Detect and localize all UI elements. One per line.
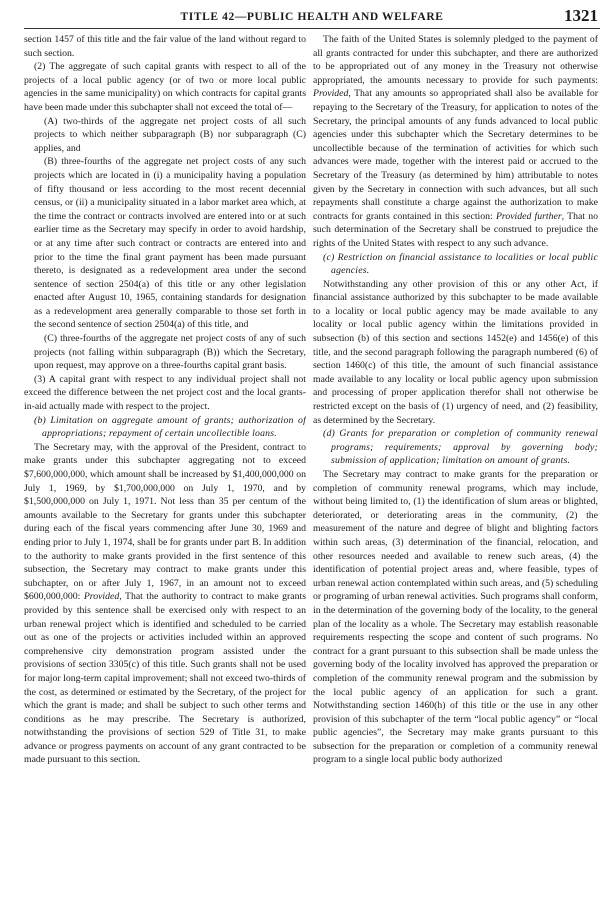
text-run-italic: Provided further: [495, 210, 562, 222]
paragraph: (3) A capital grant with respect to any individual project shall not exceed the difference between the net project cost and the local grants-in-aid actually made with respect to the project.: [24, 373, 306, 413]
text-run-italic: Provided: [313, 88, 349, 100]
paragraph: [313, 33, 598, 251]
section-heading-d: (d) Grants for preparation or completion of community renewal programs; requirements; approval by governing body; submission of application; limitation on amount of grants.: [323, 428, 598, 467]
right-column: [313, 33, 598, 917]
section-heading-c: (c) Restriction on financial assistance to localities or local public agencies.: [323, 251, 598, 277]
left-column: [24, 33, 306, 917]
page-header: [24, 4, 600, 29]
section-heading-b: (b) Limitation on aggregate amount of grants; authorization of appropriations; repayment of certain uncollectible loans.: [34, 414, 306, 440]
text-run-italic: Provided: [83, 591, 120, 603]
paragraph: Notwithstanding any other provision of this or any other Act, if financial assistance authorized by this subchapter to be made available to a locality or local public agency may be made available to any locality or local public agency within the limitations provided in subsection (b) of this section and sections 1452(e) and 1456(e) of this title, and the second paragraph following the paragraph numbered (6) of section 1460(c) of this title, the amount of such financial assistance made available to any locality or local public agency upon submission and processing of proper application therefor shall not otherwise be restricted except on the basis of (1) urgency of need, and (2) feasibility, as determined by the Secretary.: [313, 278, 598, 426]
text-run: , That any amounts so appropriated shall also be available for repaying to the Secretary of the Treasury, for application to notes of the Secretary, the principal amounts of any funds advanced to local public agencies under this subchapter which the Secretary determines to be uncollectible because of the termination of activities for which such advances were made, together with the interest paid or accrued to the Secretary of the Treasury (as determined by him) attributable to notes given by the Secretary in connection with such advances, but all such repayments shall constitute a charge against the authorization to make contracts for grants contained in this section:: [313, 88, 598, 222]
text-run: The Secretary may, with the approval of the President, contract to make grants under this subchapter aggregating not to exceed $7,600,000,000, which amount shall be increased by $1,400,000,000 on July 1, 1969, by $1,700,000,000 on July 1, 1970, and by $1,500,000,000 on July 1, 1971. Not less than 35 per centum of the amounts available to the Secretary for grants under this subchapter during each of the fiscal years commencing after June 30, 1969 and ending prior to July 1, 1974, shall be for grants under part B. In addition to the authority to make grants provided in the first sentence of this subsection, the Secretary may contract to make grants under this subchapter, on or after July 1, 1967, in an amount not to exceed $600,000,000:: [24, 441, 306, 603]
text-run: The faith of the United States is solemnly pledged to the payment of all grants contracted for under this subchapter, and there are authorized to be appropriated out of any money in the Treasury not otherwise appropriated, the amounts necessary to provide for such payments:: [313, 34, 598, 86]
page-number: 1321: [564, 6, 598, 25]
paragraph: [24, 441, 306, 767]
paragraph: section 1457 of this title and the fair value of the land without regard to such section.: [24, 34, 306, 59]
running-title: TITLE 42—PUBLIC HEALTH AND WELFARE: [180, 11, 444, 23]
subparagraph-b: (B) three-fourths of the aggregate net project costs of any such projects which are located in (i) a municipality having a population of fifty thousand or less according to the most recent decennial census, or (ii) a municipality situated in a labor market area which, at the time the contract or contracts involved are entered into or at such earlier time as the Secretary may specify in order to avoid hardship, or at any time after such contract or contracts are entered into and prior to the time the final grant payment has been made pursuant thereto, is designated as a redevelopment area under the second sentence of section 2504(a) of this title or any other legislation enacted after August 10, 1965, containing standards for designation as a redevelopment area generally comparable to those set forth in the second sentence of section 2504(a) of this title, and: [34, 156, 306, 331]
text-run: , That no such determination of the Secretary shall be construed to prejudice the rights of the United States with respect to any such advance.: [313, 210, 598, 249]
subparagraph-a: (A) two-thirds of the aggregate net project costs of all such projects to which neither subparagraph (B) nor subparagraph (C) applies, and: [34, 115, 306, 154]
paragraph: The Secretary may contract to make grants for the preparation or completion of community renewal programs, which may include, without being limited to, (1) the identification of slum areas or blighted, deteriorated, or deteriorating areas in the community, (2) the measurement of the nature and degree of blight and blighting factors within such areas, (3) determination of the financial, relocation, and other resources needed and available to renew such areas, (4) the identification of potential project areas and, where feasible, types of urban renewal action contemplated within such areas, and (5) scheduling or programing of urban renewal activities. Such programs shall conform, in the determination of the governing body of the locality, to the general plan of the locality as a whole. The Secretary may establish reasonable requirements respecting the scope and content of such programs. No contract for a grant pursuant to this subsection shall be made unless the governing body of the locality involved has approved the preparation or completion of the community renewal program and the submission by the local public agency of an application for such a grant. Notwithstanding section 1460(h) of this title or the use in any other provision of this subchapter of the term “local public agency” or “local public agencies”, the Secretary may make grants pursuant to this subsection for the preparation or completion of a community renewal program to a single local public body authorized: [313, 469, 598, 766]
paragraph: (2) The aggregate of such capital grants with respect to all of the projects of a local public agency (or of two or more local public agencies in the same municipality) on which contracts for capital grants have been made under this subchapter shall not exceed the total of—: [24, 61, 306, 113]
subparagraph-c: (C) three-fourths of the aggregate net project costs of any of such projects (not falling within subparagraph (B)) which the Secretary, upon request, may approve on a three-fourths capital grant basis.: [34, 333, 306, 372]
text-run: , That the authority to contract to make grants provided by this sentence shall be exercised only with respect to an urban renewal project which is identified and scheduled to be carried out as one of the projects or activities included within an approved comprehensive city demonstration program assisted under the provisions of section 3305(c) of this title. Such grants shall not be used for major long-term capital improvement; shall not exceed two-thirds of the cost, as determined or estimated by the Secretary, of the project for which the grant is made; and shall be subject to such other terms and conditions as he may prescribe. The Secretary is authorized, notwithstanding the provisions of section 529 of Title 31, to make advance or progress payments on account of any grant contracted to be made pursuant to this section.: [24, 591, 306, 766]
